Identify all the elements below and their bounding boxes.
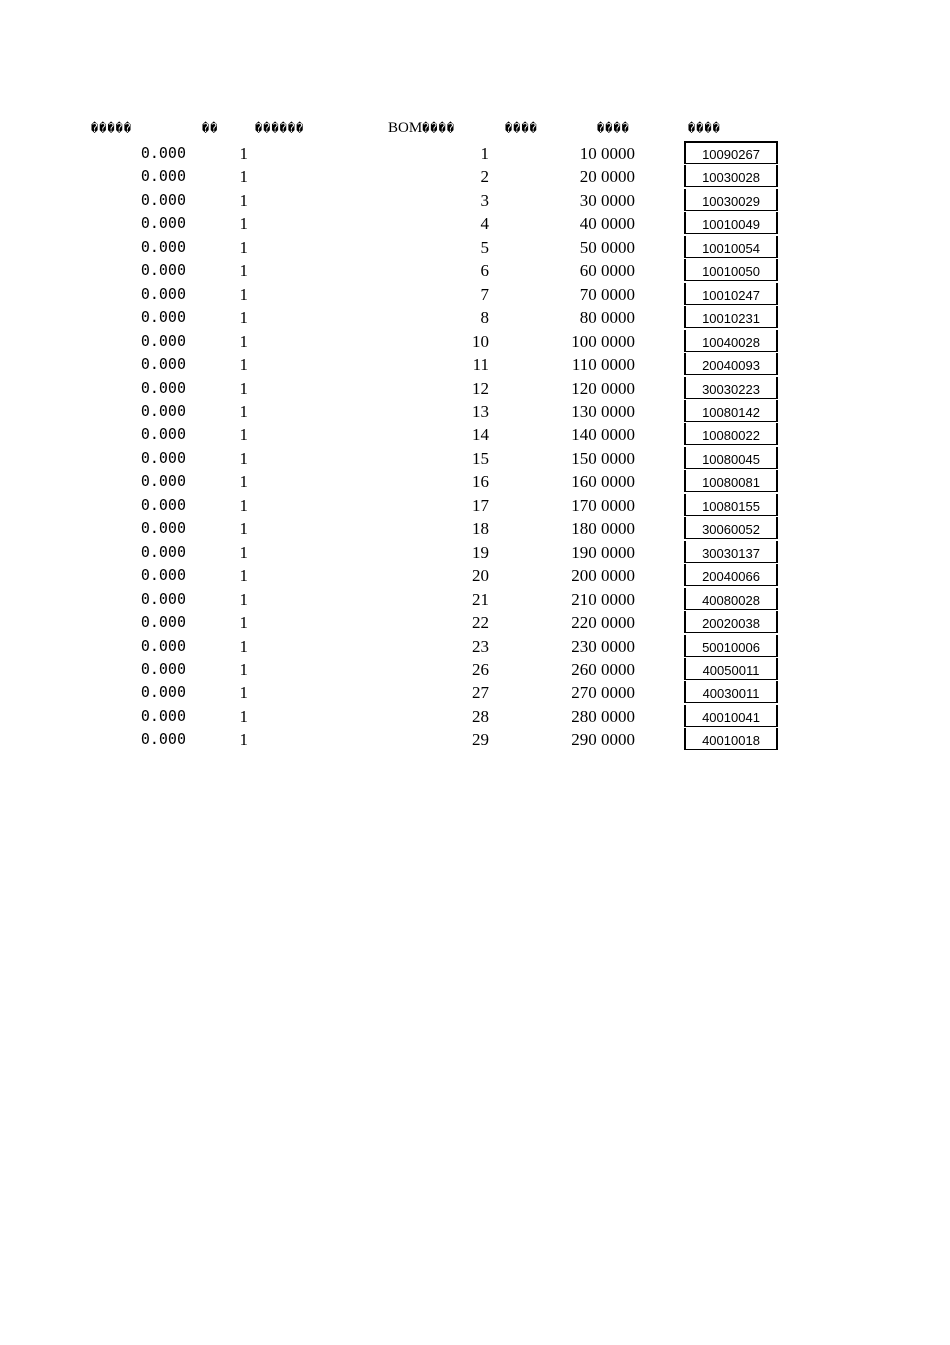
seq-cell: 23 [472, 636, 489, 656]
unit-cell: 1 [239, 566, 248, 586]
operation-cell: 270 0000 [571, 683, 635, 703]
code-cell: 10080045 [684, 447, 778, 469]
qty-cell: 0.000 [140, 308, 186, 327]
seq-cell: 29 [472, 730, 489, 750]
seq-cell: 19 [472, 542, 489, 562]
seq-cell: 5 [480, 237, 489, 257]
qty-cell: 0.000 [140, 448, 186, 467]
table-row [0, 681, 950, 704]
qty-cell: 0.000 [140, 425, 186, 444]
code-cell: 10090267 [684, 142, 778, 164]
seq-cell: 28 [472, 706, 489, 726]
unit-cell: 1 [239, 613, 248, 632]
unit-cell: 1 [239, 659, 248, 679]
seq-cell: 15 [472, 448, 489, 468]
operation-cell: 80 0000 [579, 308, 635, 328]
code-cell: 30030137 [684, 541, 778, 563]
seq-cell: 11 [472, 355, 489, 374]
operation-cell: 10 0000 [579, 144, 635, 163]
code-cell: 20020038 [684, 611, 778, 633]
code-cell: 10010247 [684, 283, 778, 305]
code-cell: 10010049 [684, 212, 778, 234]
qty-cell: 0.000 [140, 167, 186, 186]
operation-cell: 110 0000 [571, 355, 635, 374]
code-cell: 10030029 [684, 189, 778, 211]
operation-cell: 30 0000 [579, 190, 635, 210]
qty-cell: 0.000 [140, 659, 186, 678]
table-row [0, 165, 950, 188]
unit-cell: 1 [239, 472, 248, 492]
operation-cell: 260 0000 [571, 659, 635, 679]
code-cell: 10030028 [684, 165, 778, 187]
table-row [0, 494, 950, 517]
table-row [0, 377, 950, 400]
code-cell: 40010018 [684, 728, 778, 750]
unit-cell: 1 [239, 683, 248, 703]
operation-cell: 180 0000 [571, 519, 635, 539]
seq-cell: 27 [472, 683, 489, 703]
operation-cell: 230 0000 [571, 636, 635, 656]
table-row [0, 447, 950, 470]
seq-cell: 12 [472, 378, 489, 398]
operation-cell: 200 0000 [571, 566, 635, 586]
unit-cell: 1 [239, 495, 248, 515]
qty-cell: 0.000 [140, 589, 186, 608]
operation-cell: 70 0000 [579, 284, 635, 304]
table-row [0, 564, 950, 587]
header-bom-rest: ���� [422, 121, 456, 135]
qty-cell: 0.000 [140, 144, 186, 162]
seq-cell: 1 [480, 144, 489, 163]
qty-cell: 0.000 [140, 401, 186, 420]
table-row [0, 423, 950, 446]
unit-cell: 1 [239, 706, 248, 726]
qty-cell: 0.000 [140, 284, 186, 303]
operation-cell: 120 0000 [571, 378, 635, 398]
code-cell: 20040066 [684, 564, 778, 586]
table-row [0, 353, 950, 376]
unit-cell: 1 [239, 167, 248, 187]
code-cell: 10080022 [684, 423, 778, 445]
table-row [0, 212, 950, 235]
seq-cell: 14 [472, 425, 489, 445]
code-cell: 20040093 [684, 353, 778, 375]
seq-cell: 17 [472, 495, 489, 515]
code-cell: 10010050 [684, 259, 778, 281]
code-cell: 40030011 [684, 681, 778, 703]
qty-cell: 0.000 [140, 519, 186, 538]
qty-cell: 0.000 [140, 683, 186, 702]
code-cell: 40080028 [684, 588, 778, 610]
operation-cell: 210 0000 [571, 589, 635, 609]
unit-cell: 1 [239, 425, 248, 445]
unit-cell: 1 [239, 542, 248, 562]
table-row [0, 611, 950, 634]
operation-cell: 50 0000 [579, 237, 635, 257]
operation-cell: 280 0000 [571, 706, 635, 726]
qty-cell: 0.000 [140, 566, 186, 585]
table-row [0, 517, 950, 540]
code-cell: 40050011 [684, 658, 778, 680]
unit-cell: 1 [239, 214, 248, 234]
table-row [0, 541, 950, 564]
header-seq: ���� [505, 121, 538, 135]
operation-cell: 100 0000 [571, 331, 635, 351]
operation-cell: 290 0000 [571, 730, 635, 750]
code-cell: 10010231 [684, 306, 778, 328]
table-row [0, 658, 950, 681]
qty-cell: 0.000 [140, 613, 186, 631]
operation-cell: 170 0000 [571, 495, 635, 515]
seq-cell: 20 [472, 566, 489, 586]
table-row [0, 588, 950, 611]
operation-cell: 20 0000 [579, 167, 635, 187]
unit-cell: 1 [239, 261, 248, 281]
table-row [0, 142, 950, 165]
code-cell: 40010041 [684, 705, 778, 727]
code-cell: 10080142 [684, 400, 778, 422]
unit-cell: 1 [239, 401, 248, 421]
header-unit: �� [202, 121, 219, 135]
table-row [0, 306, 950, 329]
header-code: ���� [688, 121, 721, 135]
seq-cell: 16 [472, 472, 489, 492]
operation-cell: 220 0000 [571, 613, 635, 632]
seq-cell: 4 [480, 214, 489, 234]
code-cell: 10040028 [684, 330, 778, 352]
unit-cell: 1 [239, 331, 248, 351]
qty-cell: 0.000 [140, 706, 186, 725]
table-row [0, 400, 950, 423]
operation-cell: 160 0000 [571, 472, 635, 492]
table-row [0, 259, 950, 282]
seq-cell: 18 [472, 519, 489, 539]
table-row [0, 236, 950, 259]
seq-cell: 21 [472, 589, 489, 609]
unit-cell: 1 [239, 636, 248, 656]
code-cell: 10010054 [684, 236, 778, 258]
operation-cell: 40 0000 [579, 214, 635, 234]
seq-cell: 13 [472, 401, 489, 421]
table-row [0, 330, 950, 353]
qty-cell: 0.000 [140, 730, 186, 749]
unit-cell: 1 [239, 448, 248, 468]
unit-cell: 1 [239, 308, 248, 328]
qty-cell: 0.000 [140, 237, 186, 256]
seq-cell: 6 [480, 261, 489, 281]
table-row [0, 635, 950, 658]
seq-cell: 8 [480, 308, 489, 328]
seq-cell: 7 [480, 284, 489, 304]
qty-cell: 0.000 [140, 378, 186, 397]
seq-cell: 22 [472, 613, 489, 632]
unit-cell: 1 [239, 378, 248, 398]
code-cell: 50010006 [684, 635, 778, 657]
seq-cell: 2 [480, 167, 489, 187]
qty-cell: 0.000 [140, 495, 186, 514]
qty-cell: 0.000 [140, 214, 186, 233]
unit-cell: 1 [239, 144, 248, 163]
seq-cell: 10 [472, 331, 489, 351]
table-row [0, 189, 950, 212]
qty-cell: 0.000 [140, 261, 186, 280]
header-bom [388, 119, 455, 137]
code-cell: 30060052 [684, 517, 778, 539]
code-cell: 30030223 [684, 377, 778, 399]
qty-cell: 0.000 [140, 472, 186, 491]
table-row [0, 283, 950, 306]
code-cell: 10080081 [684, 470, 778, 492]
operation-cell: 190 0000 [571, 542, 635, 562]
table-row [0, 470, 950, 493]
qty-cell: 0.000 [140, 190, 186, 209]
operation-cell: 130 0000 [571, 401, 635, 421]
table-row [0, 705, 950, 728]
code-cell: 10080155 [684, 494, 778, 516]
unit-cell: 1 [239, 355, 248, 374]
header-qty: ����� [91, 121, 133, 135]
table-row [0, 728, 950, 751]
unit-cell: 1 [239, 519, 248, 539]
operation-cell: 150 0000 [571, 448, 635, 468]
qty-cell: 0.000 [140, 636, 186, 655]
header-bom-prefix: BOM [388, 120, 423, 136]
qty-cell: 0.000 [140, 355, 186, 373]
unit-cell: 1 [239, 730, 248, 750]
header-component: ������ [255, 121, 305, 135]
seq-cell: 3 [480, 190, 489, 210]
qty-cell: 0.000 [140, 542, 186, 561]
unit-cell: 1 [239, 589, 248, 609]
unit-cell: 1 [239, 284, 248, 304]
header-operation: ���� [597, 121, 630, 135]
unit-cell: 1 [239, 237, 248, 257]
unit-cell: 1 [239, 190, 248, 210]
qty-cell: 0.000 [140, 331, 186, 350]
seq-cell: 26 [472, 659, 489, 679]
operation-cell: 140 0000 [571, 425, 635, 445]
operation-cell: 60 0000 [579, 261, 635, 281]
